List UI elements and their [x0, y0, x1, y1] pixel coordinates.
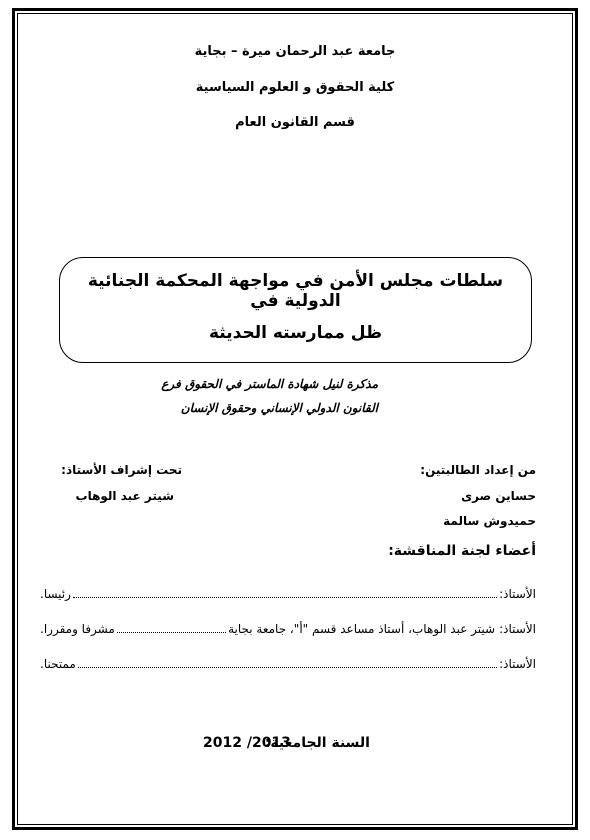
university-name: جامعة عبد الرحمان ميرة – بجاية	[194, 44, 396, 59]
student-name-1: حساين صرى	[461, 489, 536, 503]
dotted-line	[73, 587, 497, 598]
committee-member-2	[40, 622, 536, 636]
thesis-title-line-1: سلطات مجلس الأمن في مواجهة المحكمة الجنائية الدولية في	[87, 271, 504, 311]
member-role: مشرفا ومقررا.	[40, 622, 115, 636]
student-name-2: حميدوش سالمة	[443, 514, 536, 528]
students-label: من إعداد الطالبتين:	[420, 463, 536, 477]
member-role: رئيسا.	[40, 587, 71, 601]
faculty-name: كلية الحقوق و العلوم السياسية	[195, 80, 395, 95]
committee-member-3	[40, 657, 536, 671]
academic-year-label: السنة الجامعية:	[264, 735, 370, 751]
memo-line-1: مذكرة لنيل شهادة الماستر في الحقوق فرع	[161, 377, 378, 391]
academic-year-value: 2012 /2013	[203, 735, 291, 751]
committee-title: أعضاء لجنة المناقشة:	[388, 543, 536, 559]
committee-member-1	[40, 587, 536, 601]
member-prefix: الأستاذ:	[499, 622, 536, 636]
dotted-line	[117, 622, 226, 633]
supervisor-name: شيتر عبد الوهاب	[75, 489, 174, 503]
supervisor-label: تحت إشراف الأستاذ:	[61, 463, 182, 477]
member-prefix: الأستاذ:	[499, 587, 536, 601]
member-prefix: الأستاذ:	[499, 657, 536, 671]
page-border-inner	[17, 13, 573, 825]
memo-line-2: القانون الدولي الإنساني وحقوق الإنسان	[180, 401, 378, 415]
member-name: شيتر عبد الوهاب، أستاذ مساعد قسم "أ"، جامعة بجاية	[228, 622, 496, 636]
thesis-title-line-2: ظل ممارسته الحديثة	[209, 323, 382, 343]
department-name: قسم القانون العام	[235, 115, 355, 130]
member-role: ممتحنا.	[40, 657, 76, 671]
dotted-line	[78, 657, 497, 668]
